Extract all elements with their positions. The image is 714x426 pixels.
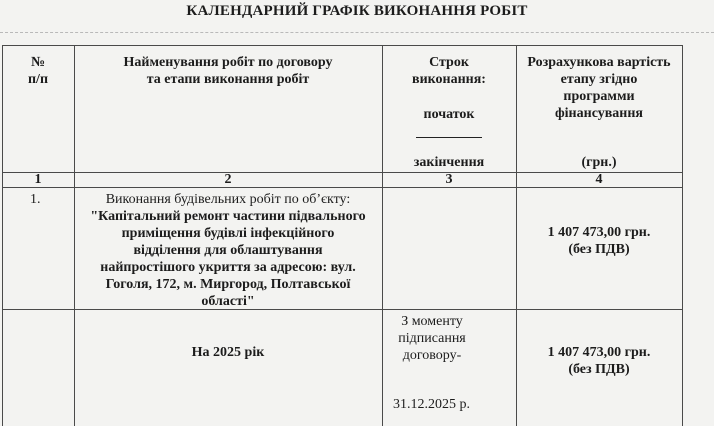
row-2-term-line: договору- xyxy=(402,348,462,363)
row-1-name xyxy=(74,191,382,310)
header-no-line-2: п/п xyxy=(27,72,49,87)
row-1-cost-amount: 1 407 473,00 грн. xyxy=(547,225,651,240)
header-cost-line-3: программи xyxy=(563,89,635,104)
row-2-term-line: підписання xyxy=(398,331,466,346)
header-term xyxy=(382,54,516,88)
row-1-name-intro: Виконання будівельних робіт по об’єкту: xyxy=(105,192,351,207)
row-2-cost xyxy=(516,344,682,378)
header-cost-line-1: Розрахункова вартість xyxy=(527,55,671,70)
header-cost-line-2: етапу згідно xyxy=(560,72,638,87)
header-cost-unit: (грн.) xyxy=(581,155,617,170)
document-title: КАЛЕНДАРНИЙ ГРАФІК ВИКОНАННЯ РОБІТ xyxy=(186,3,528,19)
row-2-cost-vat-note: (без ПДВ) xyxy=(568,362,630,377)
colnum-4: 4 xyxy=(595,172,603,187)
header-cost-line-4: фінансування xyxy=(554,106,643,121)
row-1-name-line: найпростішого укриття за адресою: вул. xyxy=(100,260,356,275)
header-term-line-2: виконання: xyxy=(412,72,486,87)
header-cost xyxy=(516,54,682,122)
header-name-line-1: Найменування робіт по договору xyxy=(123,55,333,70)
term-separator-line xyxy=(416,137,482,138)
row-2-term-line: З моменту xyxy=(401,314,463,329)
row-1-name-line: "Капітальний ремонт частини підвального xyxy=(90,209,366,224)
row-1-number: 1. xyxy=(30,192,41,207)
row-2-term xyxy=(382,313,482,364)
colnum-2: 2 xyxy=(224,172,232,187)
header-name xyxy=(74,54,382,88)
header-term-line-1: Строк xyxy=(429,55,469,70)
header-no-line-1: № xyxy=(30,55,46,70)
header-term-start: початок xyxy=(423,107,475,122)
row-2-cost-amount: 1 407 473,00 грн. xyxy=(547,345,651,360)
row-1-name-line: області" xyxy=(201,294,255,309)
header-name-line-2: та етапи виконання робіт xyxy=(146,72,310,87)
header-no xyxy=(2,54,74,88)
row-1-name-line: приміщення будівлі інфекційного xyxy=(121,226,335,241)
row-1-name-line: відділення для облаштування xyxy=(133,243,323,258)
row-2-name: На 2025 рік xyxy=(191,345,265,360)
colnum-1: 1 xyxy=(34,172,42,187)
row-2-term-end: 31.12.2025 р. xyxy=(393,397,470,412)
row-1-cost xyxy=(516,224,682,258)
row-1-cost-vat-note: (без ПДВ) xyxy=(568,242,630,257)
header-divider xyxy=(0,32,714,33)
colnum-3: 3 xyxy=(445,172,453,187)
row-1-name-line: Гоголя, 172, м. Миргород, Полтавської xyxy=(105,277,351,292)
header-term-end: закінчення xyxy=(413,155,485,170)
